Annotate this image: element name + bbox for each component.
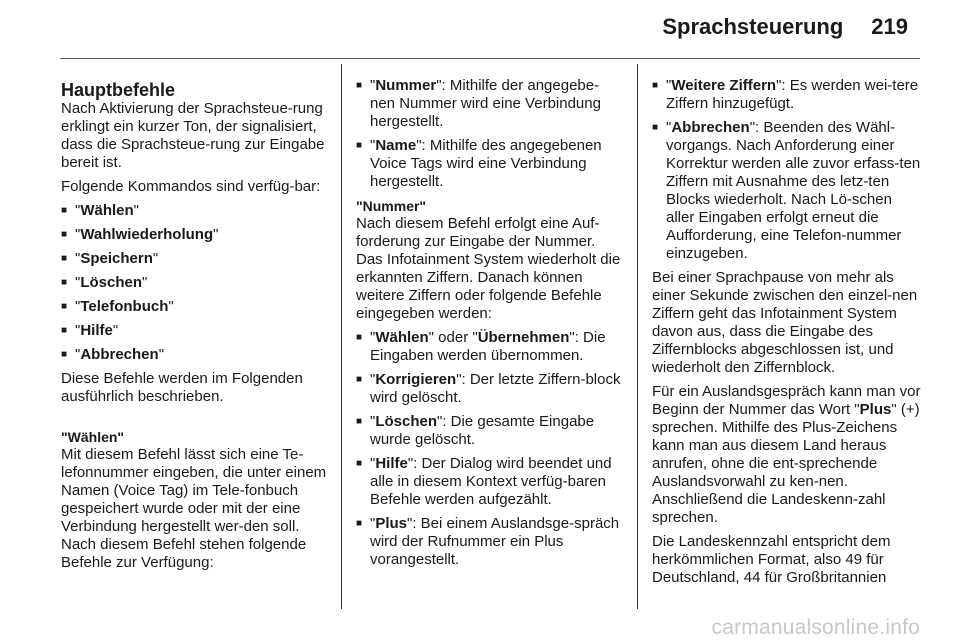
section-heading: Hauptbefehle — [61, 80, 176, 100]
column-divider — [637, 64, 638, 609]
list-item: ■ "Hilfe" — [61, 322, 119, 339]
body-paragraph: Die Landeskennzahl entspricht dem herkömmlichen Format, also 49 für Deutschland, 44 für Großbritannien — [652, 533, 891, 586]
bullet-icon: ■ — [61, 325, 68, 336]
header-rule — [60, 58, 920, 59]
list-item: ■ "Telefonbuch" — [61, 298, 174, 315]
list-item: ■ "Speichern" — [61, 250, 159, 267]
bullet-icon: ■ — [61, 229, 68, 240]
command-label: Abbrechen — [80, 346, 159, 363]
command-label: Telefonbuch — [80, 298, 169, 315]
bullet-icon: ■ — [356, 140, 363, 151]
sub-heading: "Nummer" — [356, 198, 427, 214]
watermark: carmanualsonline.info — [711, 616, 920, 639]
command-desc: : Mithilfe des angegebenen Voice Tags wird eine Verbindung hergestellt. — [370, 137, 602, 190]
command-label: Abbrechen — [671, 119, 750, 136]
bullet-icon: ■ — [61, 277, 68, 288]
list-item: ■ "Wählen" oder "Übernehmen": Die Eingaben werden übernommen. — [356, 329, 606, 364]
list-item: ■ "Plus": Bei einem Auslandsge-spräch wird der Rufnummer ein Plus vorangestellt. — [356, 515, 620, 568]
command-label: Plus — [859, 401, 892, 418]
command-label: Hilfe — [80, 322, 113, 339]
command-label: Nummer — [375, 77, 437, 94]
command-desc: : Der letzte Ziffern-block wird gelöscht. — [370, 371, 621, 406]
command-desc: : Es werden wei-tere Ziffern hinzugefügt. — [666, 77, 919, 112]
list-item: ■ "Wählen" — [61, 202, 139, 219]
command-joiner: " oder " — [428, 329, 478, 346]
command-desc: : Der Dialog wird beendet und alle in diesem Kontext verfüg-baren Befehle werden aufgezählt. — [370, 455, 612, 508]
command-label: Übernehmen — [477, 329, 570, 346]
list-item: ■ "Hilfe": Der Dialog wird beendet und alle in diesem Kontext verfüg-baren Befehle werden aufgezählt. — [356, 455, 612, 508]
bullet-icon: ■ — [61, 205, 68, 216]
command-desc: : Beenden des Wähl-vorgangs. Nach Anforderung einer Korrektur werden alle zuvor erfass-ten Ziffern mit Ausnahme des letz-ten Blocks wiederholt. Nach Lö-schen aller Eingaben erfolgt erneut die Aufforderung, eine Telefon-nummer einzugeben. — [666, 119, 921, 262]
list-item: ■ "Korrigieren": Der letzte Ziffern-block wird gelöscht. — [356, 371, 621, 406]
bullet-icon: ■ — [356, 416, 363, 427]
list-item: ■ "Löschen" — [61, 274, 148, 291]
body-paragraph: Mit diesem Befehl lässt sich eine Te-lefonnummer eingeben, die unter einem Namen (Voice Tag) im Tele-fonbuch gespeichert wurde oder mit der eine Verbindung hergestellt wer-den soll. Nach diesem Befehl stehen folgende Befehle zur Verfügung: — [61, 446, 327, 571]
command-desc: : Die gesamte Eingabe wurde gelöscht. — [370, 413, 595, 448]
command-label: Weitere Ziffern — [671, 77, 777, 94]
command-label: Wählen — [375, 329, 429, 346]
list-item: ■ "Abbrechen": Beenden des Wähl-vorgangs. Nach Anforderung einer Korrektur werden alle zuvor erfass-ten Ziffern mit Ausnahme des letz-ten Blocks wiederholt. Nach Lö-schen aller Eingaben erfolgt erneut die Aufforderung, eine Telefon-nummer einzugeben. — [652, 119, 921, 262]
section-title: Sprachsteuerung — [662, 14, 844, 39]
column-divider — [341, 64, 342, 609]
body-paragraph: Für ein Auslandsgespräch kann man vor Beginn der Nummer das Wort "Plus" (+) sprechen. Mithilfe des Plus-Zeichens kann man aus diesem Land heraus anrufen, ohne die ent-sprechende Auslandsvorwahl zu ken-nen. Anschließend die Landeskenn-zahl sprechen. — [652, 383, 921, 526]
list-item: ■ "Abbrechen" — [61, 346, 165, 363]
page-number: 219 — [871, 14, 908, 39]
command-label: Löschen — [80, 274, 143, 291]
bullet-icon: ■ — [652, 80, 659, 91]
bullet-icon: ■ — [61, 301, 68, 312]
command-label: Speichern — [80, 250, 153, 267]
command-desc: : Bei einem Auslandsge-spräch wird der Rufnummer ein Plus vorangestellt. — [370, 515, 620, 568]
list-item: ■ "Weitere Ziffern": Es werden wei-tere Ziffern hinzugefügt. — [652, 77, 919, 112]
command-label: Löschen — [375, 413, 438, 430]
bullet-icon: ■ — [356, 374, 363, 385]
outro-paragraph: Diese Befehle werden im Folgenden ausführlich beschrieben. — [61, 370, 303, 405]
command-label: Wählen — [80, 202, 134, 219]
bullet-icon: ■ — [356, 458, 363, 469]
intro-paragraph: Folgende Kommandos sind verfüg-bar: — [61, 178, 321, 195]
command-label: Plus — [375, 515, 408, 532]
command-desc: : Die Eingaben werden übernommen. — [370, 329, 606, 364]
list-item: ■ "Name": Mithilfe des angegebenen Voice Tags wird eine Verbindung hergestellt. — [356, 137, 602, 190]
intro-paragraph: Nach Aktivierung der Sprachsteue-rung erklingt ein kurzer Ton, der signalisiert, dass die Sprachsteue-rung zur Eingabe bereit ist. — [61, 100, 325, 171]
bullet-icon: ■ — [652, 122, 659, 133]
column-2 — [356, 77, 624, 575]
command-label: Wahlwiederholung — [80, 226, 214, 243]
column-1 — [61, 80, 334, 578]
command-desc: : Mithilfe der angegebe-nen Nummer wird eine Verbindung hergestellt. — [370, 77, 601, 130]
command-label: Hilfe — [375, 455, 408, 472]
list-item: ■ "Löschen": Die gesamte Eingabe wurde gelöscht. — [356, 413, 595, 448]
bullet-icon: ■ — [61, 349, 68, 360]
bullet-icon: ■ — [356, 332, 363, 343]
page-header — [662, 14, 908, 40]
list-item: ■ "Wahlwiederholung" — [61, 226, 219, 243]
bullet-icon: ■ — [61, 253, 68, 264]
bullet-icon: ■ — [356, 518, 363, 529]
body-paragraph: Nach diesem Befehl erfolgt eine Auf-forderung zur Eingabe der Nummer. Das Infotainment System wiederholt die erkannten Ziffern. Danach können weitere Ziffern oder folgende Befehle eingegeben werden: — [356, 215, 621, 322]
bullet-icon: ■ — [356, 80, 363, 91]
list-item: ■ "Nummer": Mithilfe der angegebe-nen Nummer wird eine Verbindung hergestellt. — [356, 77, 601, 130]
command-label: Korrigieren — [375, 371, 457, 388]
body-paragraph: Bei einer Sprachpause von mehr als einer Sekunde zwischen den einzel-nen Ziffern geht das Infotainment System davon aus, dass die Eingabe des Ziffernblocks abgeschlossen ist, und wiederholt den Ziffernblock. — [652, 269, 918, 376]
column-3 — [652, 77, 922, 593]
sub-heading: "Wählen" — [61, 429, 125, 445]
command-label: Name — [375, 137, 417, 154]
